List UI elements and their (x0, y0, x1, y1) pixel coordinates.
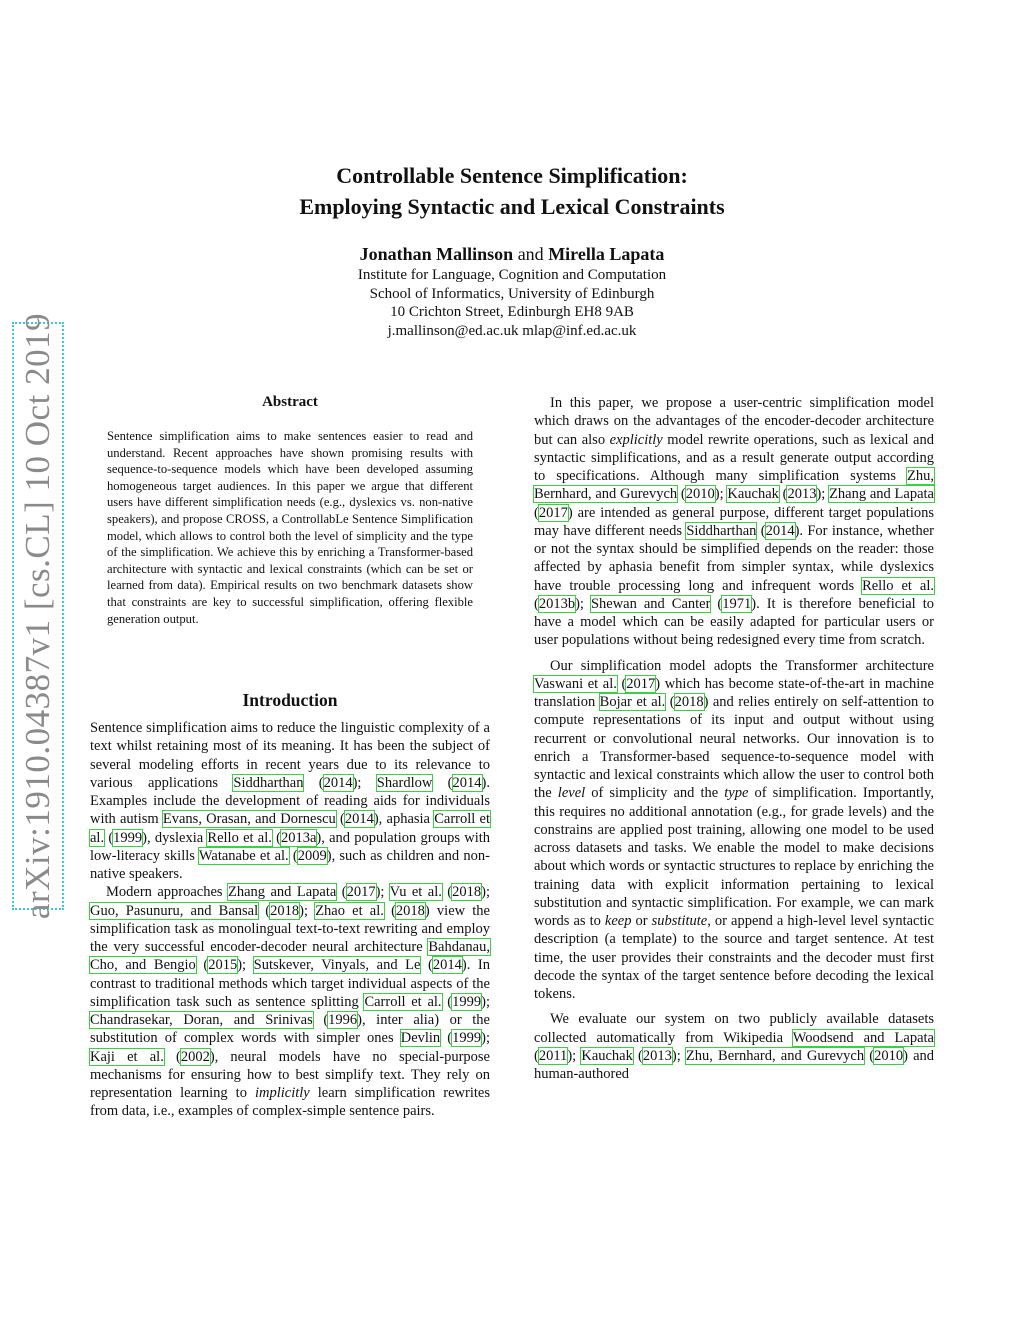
citation-link[interactable]: 2014 (323, 774, 353, 791)
citation-link[interactable]: 2017 (538, 504, 568, 521)
citation-link[interactable]: 2013 (787, 486, 817, 503)
citation-link[interactable]: Zhu, Bernhard, and Gurevych (534, 468, 934, 503)
affiliation-line: School of Informatics, University of Edinburgh (369, 285, 655, 302)
citation-link[interactable]: 2010 (874, 1047, 904, 1064)
citation-link[interactable]: 1999 (452, 993, 482, 1010)
citation-link[interactable]: Sutskever, Vinyals, and Le (253, 957, 421, 974)
citation-link[interactable]: 2017 (346, 884, 376, 901)
citation-link[interactable]: 2013b (538, 595, 576, 612)
citation-link[interactable]: Kauchak (581, 1047, 633, 1064)
left-column-body (90, 719, 490, 1121)
intro-paragraph-5: We evaluate our system on two publicly available datasets collected automatically from Wikipedia Woodsend and Lapata (2011); Kauchak (2013); Zhu, Bernhard, and Gurevych (2010) and human-authored (534, 1011, 935, 1082)
citation-link[interactable]: Zhang and Lapata (228, 884, 337, 901)
citation-link[interactable]: Carroll et al. (90, 811, 490, 846)
title-line-1: Controllable Sentence Simplification: (336, 163, 688, 188)
citation-link[interactable]: Shardlow (376, 774, 433, 791)
citation-link[interactable]: Bahdanau, Cho, and Bengio (90, 939, 490, 974)
paper-title (0, 160, 1024, 222)
citation-link[interactable]: 2014 (432, 957, 462, 974)
citation-link[interactable]: 2018 (452, 884, 482, 901)
citation-link[interactable]: 1996 (328, 1012, 358, 1028)
author-conjunction: and (517, 244, 544, 264)
citation-link[interactable]: 2015 (208, 957, 238, 974)
arxiv-identifier-text: arXiv:1910.04387v1 [cs.CL] 10 Oct 2019 (18, 312, 58, 920)
right-column-body (534, 394, 934, 1083)
citation-link[interactable]: 2009 (297, 847, 327, 864)
citation-link[interactable]: 2010 (685, 486, 715, 503)
citation-link[interactable]: 2014 (344, 811, 374, 828)
citation-link[interactable]: 2014 (452, 774, 482, 791)
citation-link[interactable]: Woodsend and Lapata (792, 1029, 934, 1046)
citation-link[interactable]: 2011 (538, 1047, 568, 1064)
citation-link[interactable]: Guo, Pasunuru, and Bansal (90, 902, 259, 919)
abstract-heading: Abstract (262, 394, 318, 410)
citation-link[interactable]: Watanabe et al. (198, 847, 289, 864)
title-line-2: Employing Syntactic and Lexical Constraints (299, 194, 725, 219)
citation-link[interactable]: Rello et al. (862, 577, 935, 594)
abstract-text: Sentence simplification aims to make sentences easier to read and understand. Recent approaches have shown promising results with sequence-to-sequence models which have been developed assuming homogeneous target audiences. In this paper we argue that different users have different simplification needs (e.g., dyslexics vs. non-native speakers), and propose CROSS, a ControllabLe Sentence Simplification model, which allows to control both the level of simplicity and the type of the simplification. We achieve this by enriching a Transformer-based architecture with syntactic and lexical constraints (which can be set or learned from data). Empirical results on two benchmark datasets show that constraints are key to successful simplification, offering flexible generation output. (107, 429, 473, 626)
citation-link[interactable]: Vu et al. (389, 884, 442, 901)
intro-paragraph-3: In this paper, we propose a user-centric simplification model which draws on the advantages of the encoder-decoder architecture but can also explicitly model rewrite operations, such as lexical and syntactic simplifications, and as a result generate output according to specifications. Although many simplification systems Zhu, Bernhard, and Gurevych (2010); Kauchak (2013); Zhang and Lapata (2017) are intended as general purpose, different target populations may have different needs Siddharthan (2014). For instance, whether or not the syntax should be simplified depends on the reader: those affected by aphasia benefit from simpler syntax, while dyslexics have trouble processing long and infrequent words Rello et al. (2013b); Shewan and Canter (1971). It is therefore beneficial to have a model which can be easily adapted for particular users or user populations without being redesigned every time from scratch. (534, 395, 935, 649)
author-list (0, 243, 1024, 265)
intro-paragraph-1: Sentence simplification aims to reduce the linguistic complexity of a text whilst retaining most of its meaning. It has been the subject of several modeling efforts in recent years due to its relevance to various applications Siddharthan (2014); Shardlow (2014). Examples include the development of reading aids for individuals with autism Evans, Orasan, and Dornescu (2014), aphasia Carroll et al. (1999), dyslexia Rello et al. (2013a), and population groups with low-literacy skills Watanabe et al. (2009), such as children and non-native speakers. (90, 720, 490, 882)
citation-link[interactable]: 2013a (280, 829, 317, 846)
author-name: Jonathan Mallinson (359, 244, 514, 264)
citation-link[interactable]: 2013 (642, 1047, 672, 1064)
citation-link[interactable]: 2018 (674, 694, 704, 710)
author-name: Mirella Lapata (548, 244, 665, 264)
citation-link[interactable]: Carroll et al. (364, 993, 442, 1010)
intro-paragraph-2: Modern approaches Zhang and Lapata (2017); Vu et al. (2018); Guo, Pasunuru, and Bansal (2018); Zhao et al. (2018) view the simplification task as monolingual text-to-text rewriting and employ the very successful encoder-decoder neural architecture Bahdanau, Cho, and Bengio (2015); Sutskever, Vinyals, and Le (2014). In contrast to traditional methods which target individual aspects of the simplification task such as sentence splitting Carroll et al. (1999); Chandrasekar, Doran, and Srinivas (1996), inter alia) or the substitution of complex words with simpler ones Devlin (1999); Kaji et al. (2002), neural models have no special-purpose mechanisms for ensuring how to best simplify text. They rely on representation learning to implicitly learn simplification rewrites from data, i.e., examples of complex-simple sentence pairs. (90, 884, 490, 1120)
citation-link[interactable]: 2017 (626, 675, 656, 692)
citation-link[interactable]: 1971 (722, 595, 752, 612)
author-emails: j.mallinson@ed.ac.uk mlap@inf.ed.ac.uk (387, 322, 637, 339)
citation-link[interactable]: Shewan and Canter (590, 595, 711, 612)
intro-paragraph-4: Our simplification model adopts the Transformer architecture Vaswani et al. (2017) which has become state-of-the-art in machine translation Bojar et al. (2018) and relies entirely on self-attention to compute representations of its input and output without using recurrent or convolutional neural networks. Our innovation is to enrich a Transformer-based sequence-to-sequence model with syntactic and lexical constraints which allow the user to control both the level of simplicity and the type of simplification. Importantly, this requires no additional annotation (e.g., for grade levels) and the constrains are applied post training, allowing one model to be used across datasets and tasks. We enable the model to make decisions about which words or syntactic structures to replace by enriching the training data with explicit information pertaining to lexical substitution and syntactic simplification. For example, we can mark words as to keep or substitute, or append a high-level level syntactic description (a template) to the source and target sentence. At test time, the user provides their constraints and the decoder must first decode the syntax of the target sentence before decoding the lexical tokens. (534, 657, 935, 1002)
affiliation-line: 10 Crichton Street, Edinburgh EH8 9AB (390, 304, 634, 320)
citation-link[interactable]: Siddharthan (233, 774, 304, 791)
citation-link[interactable]: Siddharthan (686, 522, 757, 539)
citation-link[interactable]: Chandrasekar, Doran, and Srinivas (90, 1012, 313, 1028)
citation-link[interactable]: Zhu, Bernhard, and Gurevych (685, 1047, 865, 1064)
citation-link[interactable]: 2018 (270, 902, 300, 919)
citation-link[interactable]: Bojar et al. (599, 694, 666, 710)
arxiv-identifier-stamp[interactable] (12, 312, 64, 920)
citation-link[interactable]: Kauchak (727, 486, 779, 503)
introduction-heading: Introduction (242, 690, 338, 710)
citation-link[interactable]: 2014 (765, 522, 795, 539)
citation-link[interactable]: 1999 (452, 1030, 482, 1047)
citation-link[interactable]: 1999 (113, 829, 143, 846)
citation-link[interactable]: Vaswani et al. (534, 675, 617, 692)
citation-link[interactable]: Rello et al. (207, 829, 272, 846)
citation-link[interactable]: 2018 (395, 902, 425, 919)
citation-link[interactable]: Zhao et al. (315, 902, 384, 919)
citation-link[interactable]: Evans, Orasan, and Dornescu (162, 811, 336, 828)
affiliation-block (0, 266, 1024, 340)
citation-link[interactable]: Kaji et al. (90, 1048, 164, 1065)
citation-link[interactable]: Devlin (400, 1030, 441, 1047)
citation-link[interactable]: Zhang and Lapata (829, 486, 934, 503)
citation-link[interactable]: 2002 (180, 1048, 210, 1065)
affiliation-line: Institute for Language, Cognition and Computation (357, 267, 667, 283)
